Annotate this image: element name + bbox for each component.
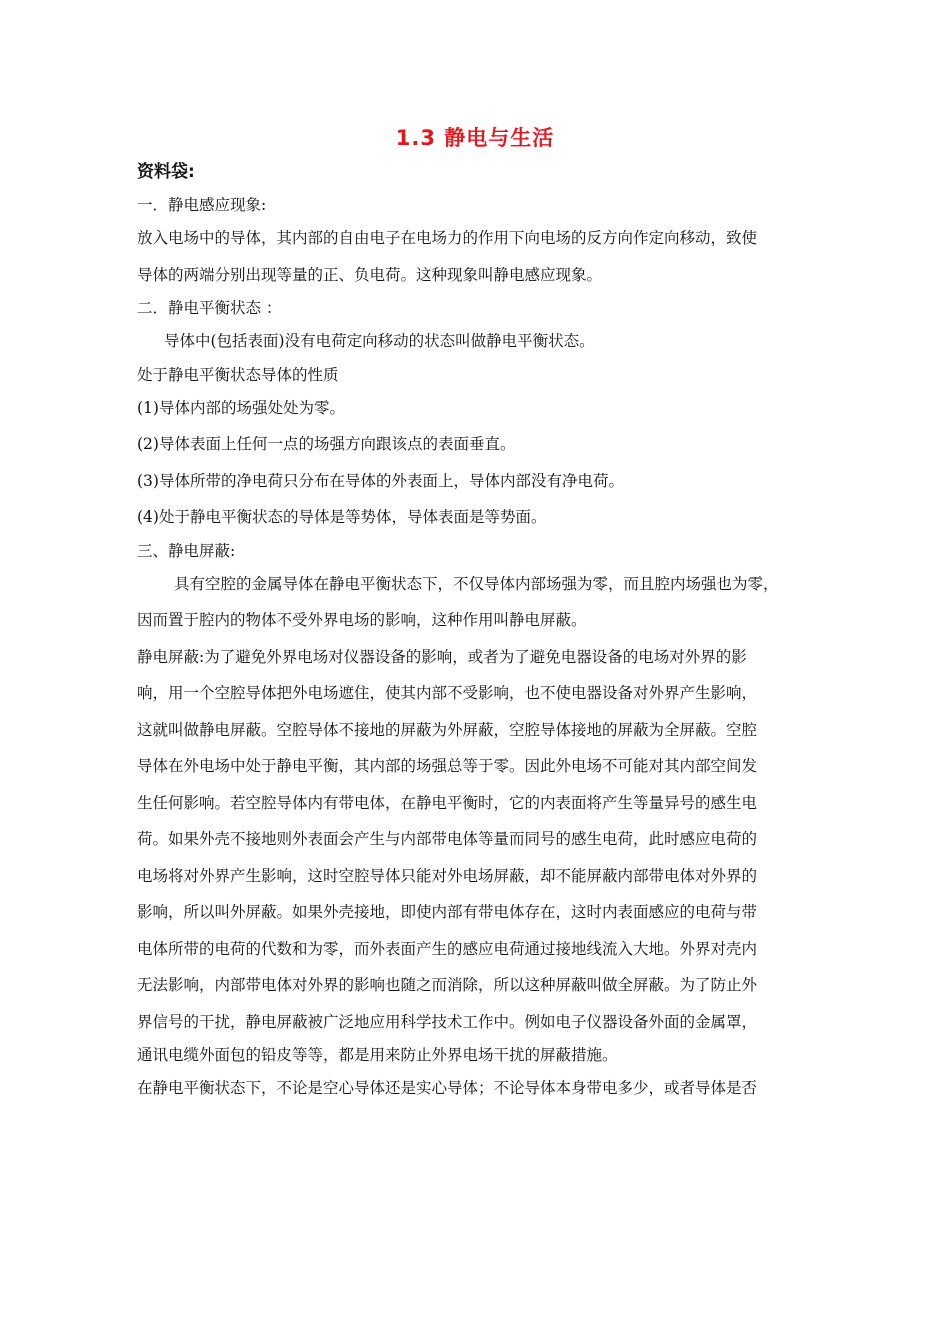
section-2-properties-heading: 处于静电平衡状态导体的性质	[137, 365, 339, 384]
shielding-paragraph-line: 界信号的干扰，静电屏蔽被广泛地应用科学技术工作中。例如电子仪器设备外面的金属罩，	[137, 1012, 758, 1031]
shielding-paragraph-line: 静电屏蔽:为了避免外界电场对仪器设备的影响，或者为了避免电器设备的电场对外界的影	[137, 647, 747, 666]
shielding-paragraph-line: 通讯电缆外面包的铅皮等等，都是用来防止外界电场干扰的屏蔽措施。	[137, 1046, 618, 1064]
shielding-paragraph-line: 无法影响，内部带电体对外界的影响也随之而消除，所以这种屏蔽叫做全屏蔽。为了防止外	[137, 976, 758, 994]
property-item-1: (1)导体内部的场强处处为零。	[137, 398, 345, 417]
shielding-paragraph-line: 影响，所以叫外屏蔽。如果外壳接地，即使内部有带电体存在，这时内表面感应的电荷与带	[137, 903, 758, 921]
shielding-paragraph-line: 电体所带的电荷的代数和为零，而外表面产生的感应电荷通过接地线流入大地。外界对壳内	[137, 939, 758, 958]
section-1-paragraph-line: 导体的两端分别出现等量的正、负电荷。这种现象叫静电感应现象。	[137, 265, 603, 284]
section-1-heading: 一．静电感应现象:	[137, 196, 267, 214]
section-3-paragraph-line: 因而置于腔内的物体不受外界电场的影响，这种作用叫静电屏蔽。	[137, 611, 587, 629]
section-heading: 资料袋:	[137, 162, 195, 182]
shielding-paragraph-line: 这就叫做静电屏蔽。空腔导体不接地的屏蔽为外屏蔽，空腔导体接地的屏蔽为全屏蔽。空腔	[137, 720, 758, 739]
section-2-definition: 导体中(包括表面)没有电荷定向移动的状态叫做静电平衡状态。	[164, 332, 595, 350]
property-item-4: (4)处于静电平衡状态的导体是等势体，导体表面是等势面。	[137, 508, 547, 526]
shielding-paragraph-line: 响，用一个空腔导体把外电场遮住，使其内部不受影响，也不使电器设备对外界产生影响，	[137, 684, 758, 702]
property-item-2: (2)导体表面上任何一点的场强方向跟该点的表面垂直。	[137, 435, 516, 453]
page-title: 1.3 静电与生活	[395, 126, 555, 150]
section-1-paragraph-line: 放入电场中的导体，其内部的自由电子在电场力的作用下向电场的反方向作定向移动，致使	[137, 229, 758, 247]
final-paragraph-line: 在静电平衡状态下，不论是空心导体还是实心导体；不论导体本身带电多少，或者导体是否	[137, 1079, 758, 1097]
shielding-paragraph-line: 荷。如果外壳不接地则外表面会产生与内部带电体等量而同号的感生电荷，此时感应电荷的	[137, 830, 758, 848]
document-body	[137, 158, 827, 1107]
shielding-paragraph-line: 生任何影响。若空腔导体内有带电体，在静电平衡时，它的内表面将产生等量异号的感生电	[137, 793, 758, 812]
section-3-heading: 三、静电屏蔽:	[137, 541, 236, 560]
shielding-paragraph-line: 电场将对外界产生影响，这时空腔导体只能对外电场屏蔽，却不能屏蔽内部带电体对外界的	[137, 866, 758, 885]
section-2-heading: 二．静电平衡状态 ：	[137, 299, 282, 317]
section-3-paragraph-line: 具有空腔的金属导体在静电平衡状态下，不仅导体内部场强为零，而且腔内场强也为零，	[174, 574, 779, 593]
property-item-3: (3)导体所带的净电荷只分布在导体的外表面上，导体内部没有净电荷。	[137, 471, 624, 490]
shielding-paragraph-line: 导体在外电场中处于静电平衡，其内部的场强总等于零。因此外电场不可能对其内部空间发	[137, 757, 758, 775]
